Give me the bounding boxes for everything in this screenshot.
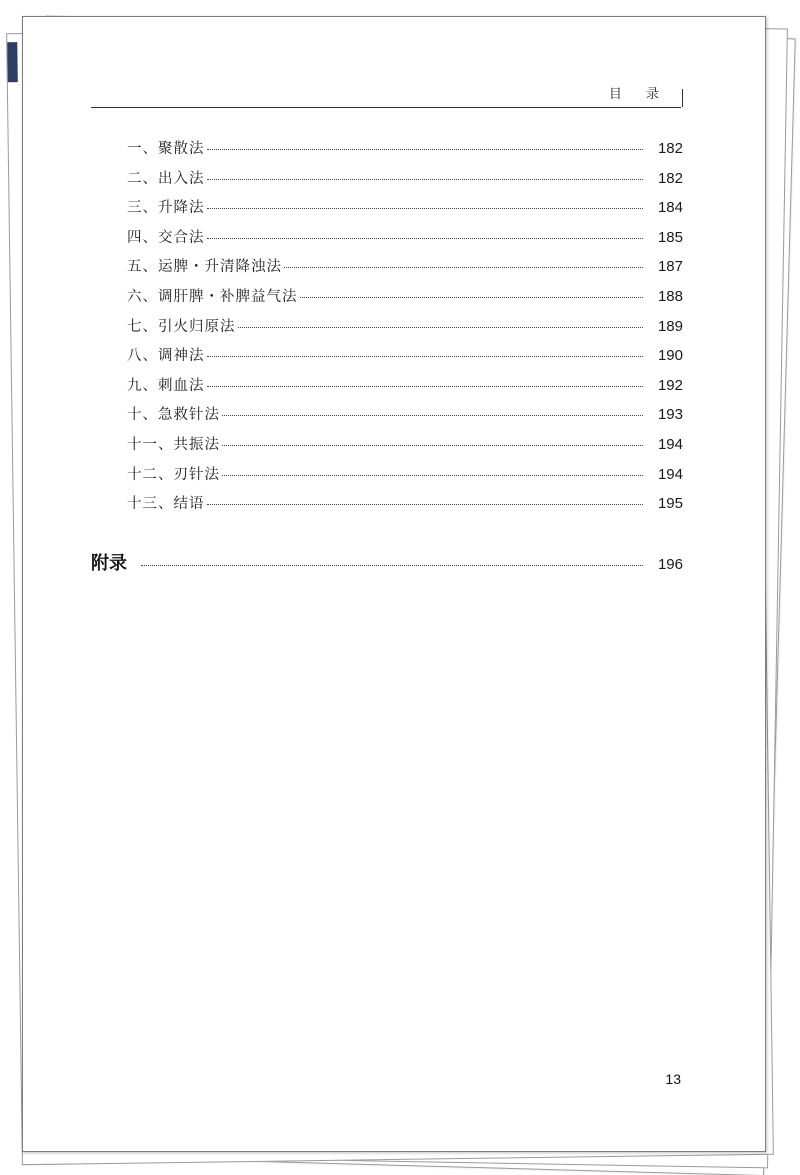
appendix-title: 附录 xyxy=(91,553,127,574)
dot-leader xyxy=(141,565,643,566)
toc-entry[interactable] xyxy=(127,226,683,256)
toc-entry[interactable] xyxy=(127,433,683,463)
toc-entry[interactable] xyxy=(127,315,683,345)
toc-entry-title: 三、升降法 xyxy=(127,200,205,217)
toc-entry-page: 185 xyxy=(657,228,683,246)
toc-entry-page: 187 xyxy=(657,258,683,276)
dot-leader xyxy=(222,475,643,476)
toc-entry[interactable] xyxy=(127,255,683,285)
toc-entry[interactable] xyxy=(127,463,683,493)
toc-entry[interactable] xyxy=(127,285,683,315)
toc-entry[interactable] xyxy=(127,492,683,522)
toc-entry-page: 182 xyxy=(657,140,683,157)
toc-entry-title: 八、调神法 xyxy=(127,348,205,365)
dot-leader xyxy=(207,356,644,357)
toc-entry-page: 182 xyxy=(657,169,683,187)
dot-leader xyxy=(238,327,644,328)
toc-entry-page: 190 xyxy=(657,347,683,365)
dot-leader xyxy=(207,149,644,150)
toc-entry-page: 192 xyxy=(657,376,683,394)
running-head-title: 目 录 xyxy=(608,87,669,102)
toc-entry-title: 十、急救针法 xyxy=(127,407,220,424)
toc-entry[interactable] xyxy=(127,196,683,226)
toc-entry-title: 九、刺血法 xyxy=(127,377,205,394)
toc-entry-page: 194 xyxy=(657,435,683,453)
dot-leader xyxy=(300,297,644,298)
dot-leader xyxy=(207,208,644,209)
running-head xyxy=(91,83,681,108)
toc-entry[interactable] xyxy=(127,167,683,197)
dot-leader xyxy=(207,238,644,239)
toc-appendix-entry[interactable] xyxy=(91,549,683,575)
toc-list xyxy=(127,137,683,522)
toc-entry-page: 189 xyxy=(657,317,683,335)
dot-leader xyxy=(222,445,643,446)
toc-entry-title: 五、运脾・升清降浊法 xyxy=(127,259,282,276)
toc-entry-title: 十三、结语 xyxy=(127,496,205,513)
dot-leader xyxy=(222,415,643,416)
toc-entry[interactable] xyxy=(127,403,683,433)
toc-entry-title: 四、交合法 xyxy=(127,229,205,246)
page-number: 13 xyxy=(665,1071,681,1087)
toc-entry[interactable] xyxy=(127,374,683,404)
toc-entry-page: 194 xyxy=(657,465,683,483)
dot-leader xyxy=(207,179,644,180)
toc-entry-page: 188 xyxy=(657,287,683,305)
toc-entry[interactable] xyxy=(127,137,683,167)
dot-leader xyxy=(284,267,643,268)
toc-entry-title: 十一、共振法 xyxy=(127,436,220,453)
appendix-page: 196 xyxy=(657,556,683,573)
toc-entry-title: 七、引火归原法 xyxy=(127,318,236,335)
cover-accent-blue xyxy=(7,42,18,82)
toc-entry-page: 193 xyxy=(657,406,683,424)
toc-page xyxy=(22,16,766,1152)
dot-leader xyxy=(207,504,644,505)
header-rule-tick xyxy=(682,89,683,107)
dot-leader xyxy=(207,386,644,387)
toc-entry-title: 一、聚散法 xyxy=(127,141,205,157)
toc-entry[interactable] xyxy=(127,344,683,374)
toc-entry-title: 十二、刃针法 xyxy=(127,466,220,483)
toc-entry-page: 184 xyxy=(657,199,683,217)
toc-entry-title: 二、出入法 xyxy=(127,170,205,187)
toc-entry-title: 六、调肝脾・补脾益气法 xyxy=(127,288,298,305)
toc-entry-page: 195 xyxy=(657,495,683,513)
